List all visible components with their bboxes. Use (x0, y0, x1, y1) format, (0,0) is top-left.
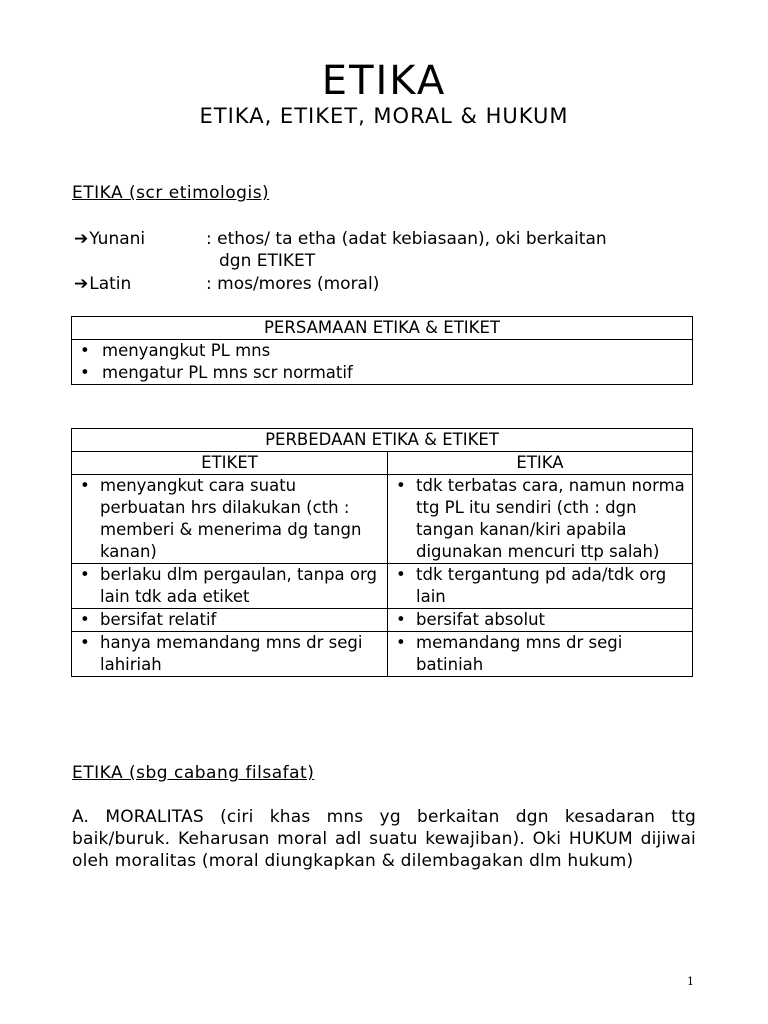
persamaan-header: PERSAMAAN ETIKA & ETIKET (72, 317, 693, 340)
bullet-icon: • (396, 610, 406, 629)
arrow-right-icon: ➔ (74, 229, 89, 249)
arrow-right-icon: ➔ (74, 274, 89, 294)
etiket-cell: berlaku dlm pergaulan, tanpa org lain tdk ada etiket (100, 565, 377, 606)
origin-yunani (74, 228, 764, 272)
bullet-icon: • (396, 633, 406, 652)
bullet-icon: • (80, 363, 90, 382)
column-header-etiket: ETIKET (72, 452, 388, 475)
origin-definition: : ethos/ ta etha (adat kebiasaan), oki berkaitan (206, 229, 607, 249)
section-heading-etimologis: ETIKA (scr etimologis) (72, 183, 270, 203)
bullet-icon: • (80, 610, 90, 629)
etiket-cell: bersifat relatif (100, 610, 217, 629)
page-number: 1 (687, 975, 694, 988)
section-heading-filsafat: ETIKA (sbg cabang filsafat) (72, 763, 315, 783)
bullet-icon: • (80, 565, 90, 584)
moralitas-paragraph: A. MORALITAS (ciri khas mns yg berkaitan dgn kesadaran ttg baik/buruk. Keharusan moral adl suatu kewajiban). Oki HUKUM dijiwai oleh moralitas (moral diungkapkan & dilembagakan dlm hukum) (72, 807, 696, 871)
persamaan-table (71, 316, 693, 385)
origin-language: Latin (89, 274, 132, 294)
bullet-icon: • (80, 476, 90, 495)
list-item: • mengatur PL mns scr normatif (80, 363, 353, 382)
etika-cell: memandang mns dr segi batiniah (416, 633, 623, 674)
etiket-cell: hanya memandang mns dr segi lahiriah (100, 633, 363, 674)
etika-cell: tdk terbatas cara, namun norma ttg PL itu sendiri (cth : dgn tangan kanan/kiri apabila digunakan mencuri ttp salah) (416, 476, 685, 561)
bullet-icon: • (80, 633, 90, 652)
origin-latin (74, 273, 764, 295)
table-row (72, 564, 693, 609)
list-item: • menyangkut PL mns (80, 341, 271, 360)
origin-definition-cont: dgn ETIKET (219, 251, 316, 271)
table-cell (72, 340, 693, 385)
table-row (72, 475, 693, 564)
page-title: ETIKA (321, 58, 447, 104)
etiket-cell: menyangkut cara suatu perbuatan hrs dilakukan (cth : memberi & menerima dg tangn kanan) (100, 476, 362, 561)
perbedaan-header: PERBEDAAN ETIKA & ETIKET (72, 429, 693, 452)
column-header-etika: ETIKA (388, 452, 693, 475)
etika-cell: bersifat absolut (416, 610, 546, 629)
bullet-icon: • (396, 565, 406, 584)
bullet-icon: • (80, 341, 90, 360)
origin-definition: : mos/mores (moral) (206, 274, 380, 294)
table-row (72, 609, 693, 632)
etika-cell: tdk tergantung pd ada/tdk org lain (416, 565, 667, 606)
origin-language: Yunani (89, 229, 146, 249)
table-row (72, 632, 693, 677)
page-subtitle: ETIKA, ETIKET, MORAL & HUKUM (199, 104, 569, 128)
bullet-icon: • (396, 476, 406, 495)
perbedaan-table (71, 428, 693, 677)
